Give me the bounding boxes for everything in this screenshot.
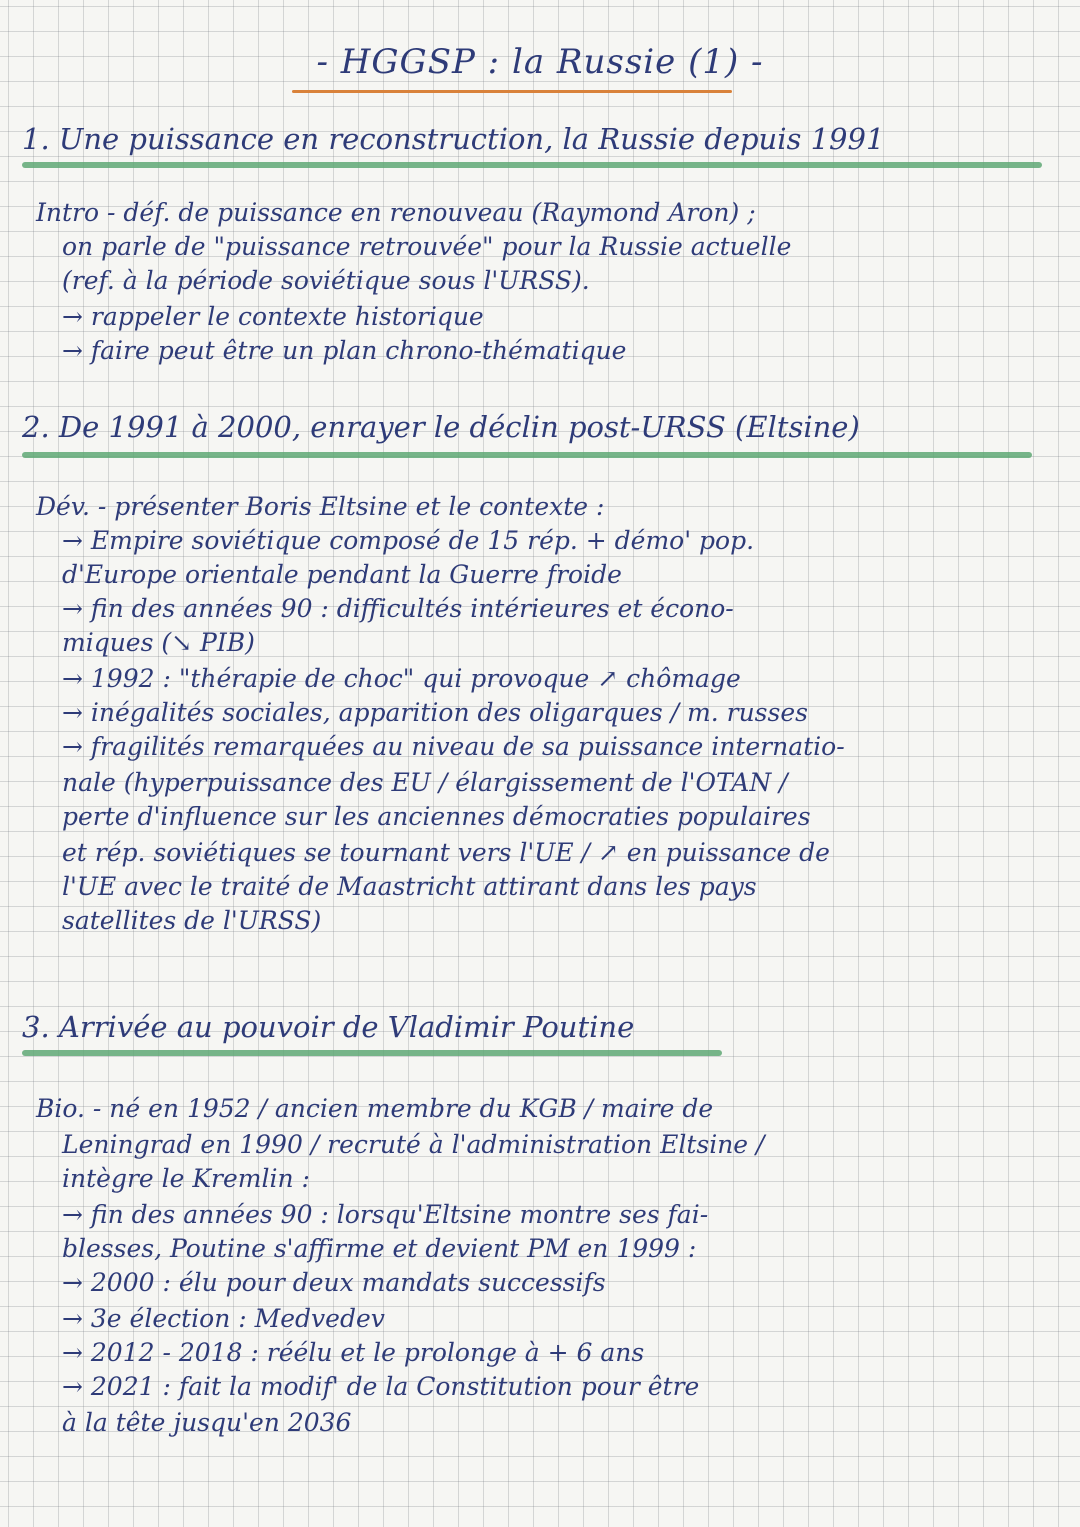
section-2-line-1: Dév. - présenter Boris Eltsine et le contexte : — [36, 492, 605, 521]
section-2-line-11: et rép. soviétiques se tournant vers l'UE / ↗ en puissance de — [62, 838, 830, 867]
section-3-line-4: → fin des années 90 : lorsqu'Eltsine montre ses fai- — [62, 1200, 709, 1229]
section-1-heading: 1. Une puissance en reconstruction, la Russie depuis 1991 — [22, 122, 885, 156]
section-2-line-10: perte d'influence sur les anciennes démocraties populaires — [62, 802, 811, 831]
section-3-line-1: Bio. - né en 1952 / ancien membre du KGB / maire de — [36, 1094, 714, 1123]
section-2-line-6: → 1992 : "thérapie de choc" qui provoque ↗ chômage — [62, 664, 741, 693]
section-3-line-6: → 2000 : élu pour deux mandats successifs — [62, 1268, 606, 1297]
section-3-line-5: blesses, Poutine s'affirme et devient PM en 1999 : — [62, 1234, 697, 1263]
section-2-heading: 2. De 1991 à 2000, enrayer le déclin post-URSS (Eltsine) — [22, 410, 860, 444]
section-3-line-8: → 2012 - 2018 : réélu et le prolonge à + 6 ans — [62, 1338, 645, 1367]
section-2-line-3: d'Europe orientale pendant la Guerre froide — [62, 560, 622, 589]
section-2-line-13: satellites de l'URSS) — [62, 906, 322, 935]
section-2-line-4: → fin des années 90 : difficultés intérieures et écono- — [62, 594, 734, 623]
section-3-line-2: Leningrad en 1990 / recruté à l'administration Eltsine / — [62, 1130, 765, 1159]
section-2-line-8: → fragilités remarquées au niveau de sa puissance internatio- — [62, 732, 845, 761]
section-3-heading: 3. Arrivée au pouvoir de Vladimir Poutine — [22, 1010, 635, 1044]
section-2-line-7: → inégalités sociales, apparition des oligarques / m. russes — [62, 698, 808, 727]
section-2-line-12: l'UE avec le traité de Maastricht attirant dans les pays — [62, 872, 757, 901]
section-1-line-3: (ref. à la période soviétique sous l'URSS). — [62, 266, 590, 295]
section-1-line-5: → faire peut être un plan chrono-thématique — [62, 336, 627, 365]
title-underline — [292, 90, 732, 93]
page-title: - HGGSP : la Russie (1) - — [316, 42, 764, 82]
section-2-line-2: → Empire soviétique composé de 15 rép. + démo' pop. — [62, 526, 755, 555]
section-3-highlight — [22, 1050, 722, 1056]
section-2-highlight — [22, 452, 1032, 458]
section-3-line-9: → 2021 : fait la modif' de la Constitution pour être — [62, 1372, 700, 1401]
section-1-highlight — [22, 162, 1042, 168]
section-1-line-2: on parle de "puissance retrouvée" pour la Russie actuelle — [62, 232, 792, 261]
section-3-line-7: → 3e élection : Medvedev — [62, 1304, 385, 1333]
section-3-line-3: intègre le Kremlin : — [62, 1164, 310, 1193]
section-1-line-1: Intro - déf. de puissance en renouveau (Raymond Aron) ; — [36, 198, 756, 227]
section-2-line-5: miques (↘ PIB) — [62, 628, 255, 657]
section-1-line-4: → rappeler le contexte historique — [62, 302, 484, 331]
section-3-line-10: à la tête jusqu'en 2036 — [62, 1408, 352, 1437]
section-2-line-9: nale (hyperpuissance des EU / élargissement de l'OTAN / — [62, 768, 788, 797]
